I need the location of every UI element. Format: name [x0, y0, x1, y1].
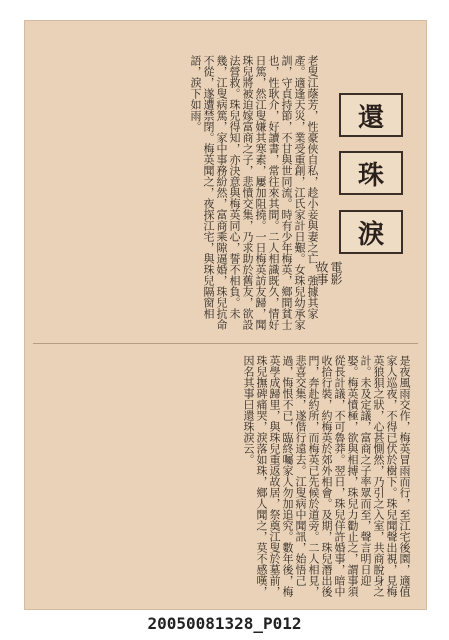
article-subtitle: 電影 故事	[315, 261, 343, 285]
title-character-2: 珠	[339, 151, 403, 195]
article-body-upper: 老叟江蔭芳，性豪俠自私，趁小妾與妻之亡，強據其家產。適逢天災，業受重創，江氏家計日艱。女珠兒幼承家訓，守貞持節，不甘與世同流。時有少年梅英，鄉間貧士也，性耿介，好讀書，常往來其間。二人相識既久，情好日篤，然江叟嫌其寒素，屢加阻撓。一日梅英訪友歸，聞珠兒將被迫嫁富商之子，悲憤交集，乃求助於舊友，欲設法營救。珠兒得知，亦決意與梅英同心，誓不相負。未幾，江叟病篤，家中事務紛然，富商乘隙逼婚，珠兒抗命不從，遂遭禁閉。梅英聞之，夜探江宅，與珠兒隔窗相語，淚下如雨。	[189, 55, 319, 330]
image-caption: 20050081328_P012	[147, 614, 302, 633]
article-body-lower: 是夜風雨交作，梅英冒雨而行，至江宅後園，適值家人巡夜，不得已伏於樹下。珠兒聞聲出視，見梅英狼狽之狀，心甚惻然，乃引之入室，共商脫身之計。未及定議，富商之子率眾而至，聲言明日迎娶。梅英憤極，欲與相搏，珠兒力勸止之，謂事須從長計議，不可魯莽。翌日，珠兒佯許婚事，暗中收拾行裝，約梅英於郊外相會。及期，珠兒潛出後門，奔赴約所，而梅英已先候於道旁。二人相見，悲喜交集，遂偕行遠去。江叟病中聞訊，始悟己過，悔恨不已，臨終囑家人勿加追究。數年後，梅英學成歸里，與珠兒重返故居，祭奠江叟於墓前，珠兒撫碑痛哭，淚落如珠，鄉人聞之，莫不感嘆，因名其事曰還珠淚云。	[242, 355, 411, 597]
title-character-3: 淚	[339, 210, 403, 254]
newspaper-page	[24, 20, 427, 610]
section-divider	[33, 343, 418, 344]
title-character-1: 還	[339, 93, 403, 137]
